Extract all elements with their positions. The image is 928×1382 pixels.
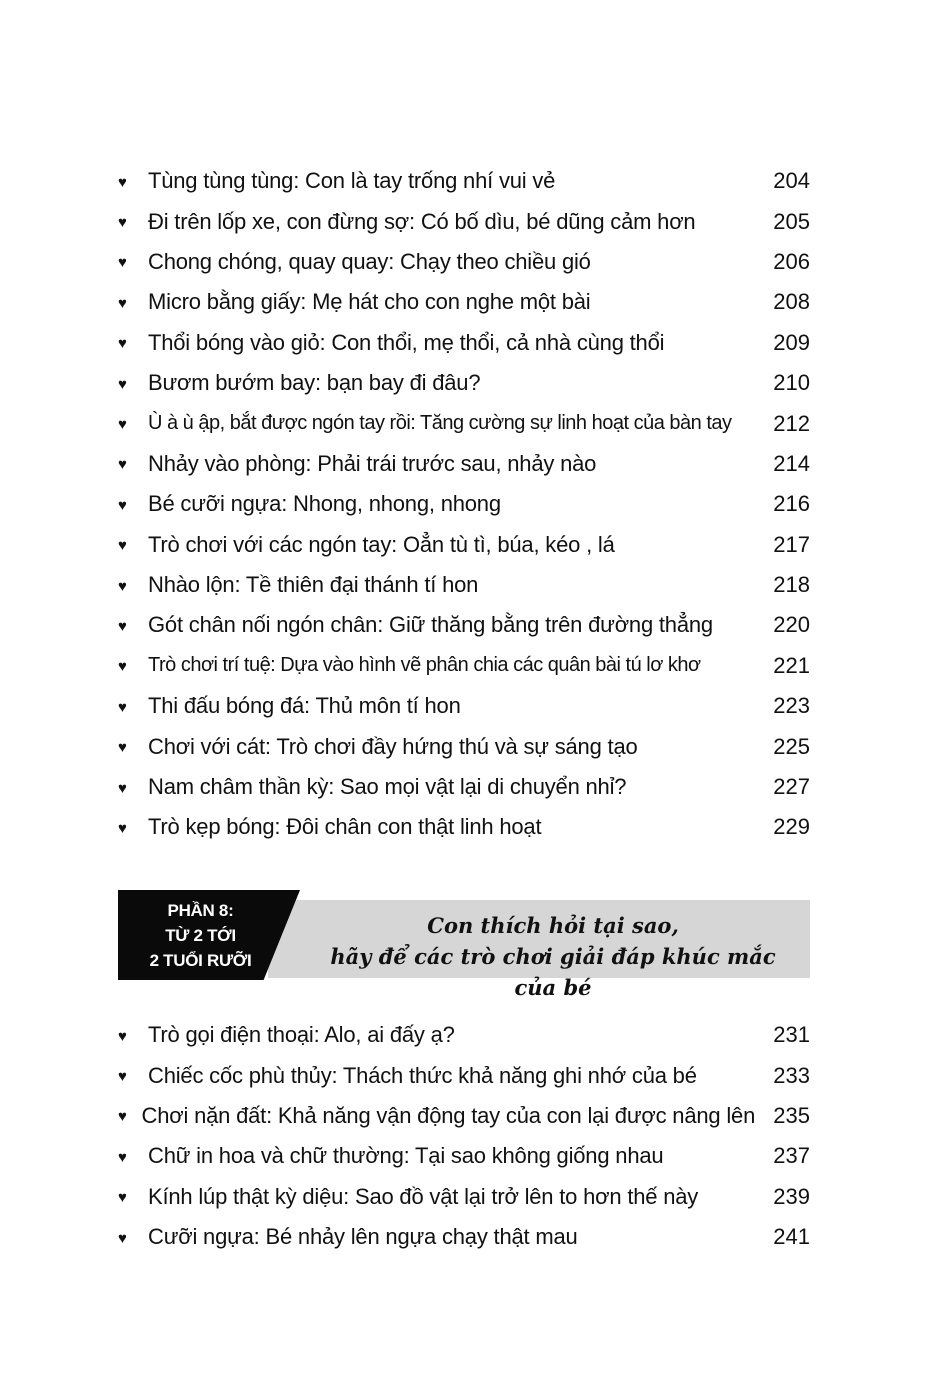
toc-entry-page-number: 221 [773, 652, 810, 678]
toc-entry-title: Trò chơi với các ngón tay: Oẳn tù tì, búa, kéo , lá [148, 531, 615, 557]
heart-bullet-icon: ♥ [118, 819, 127, 837]
toc-entry [118, 1055, 810, 1095]
toc-entry [118, 1096, 810, 1136]
toc-entry-page-number: 231 [773, 1022, 810, 1048]
toc-entry [118, 242, 810, 282]
toc-entry-page-number: 241 [773, 1224, 810, 1250]
section-label-line: TỪ 2 TỚI [165, 926, 236, 945]
toc-entry-page-number: 214 [773, 450, 810, 476]
toc-entry-title: Chiếc cốc phù thủy: Thách thức khả năng ghi nhớ của bé [148, 1062, 697, 1088]
toc-entry [118, 686, 810, 726]
toc-entry [118, 363, 810, 403]
toc-entry-title: Thi đấu bóng đá: Thủ môn tí hon [148, 693, 461, 719]
toc-entry-page-number: 212 [773, 410, 810, 436]
toc-entry-page-number: 205 [773, 208, 810, 234]
toc-entry-page-number: 218 [773, 572, 810, 598]
toc-entry-page-number: 209 [773, 329, 810, 355]
toc-entry-page-number: 229 [773, 814, 810, 840]
toc-entry-title: Nhào lộn: Tề thiên đại thánh tí hon [148, 572, 479, 598]
toc-entry-title: Chơi với cát: Trò chơi đầy hứng thú và sự sáng tạo [148, 733, 638, 759]
heart-bullet-icon: ♥ [118, 1108, 127, 1126]
heart-bullet-icon: ♥ [118, 375, 127, 393]
toc-entry [118, 1015, 810, 1055]
toc-entry-title: Trò gọi điện thoại: Alo, ai đấy ạ? [148, 1022, 455, 1048]
heart-bullet-icon: ♥ [118, 173, 127, 191]
heart-bullet-icon: ♥ [118, 335, 127, 353]
toc-entry [118, 1177, 810, 1217]
toc-entry-page-number: 239 [773, 1183, 810, 1209]
toc-entry [118, 726, 810, 766]
heart-bullet-icon: ♥ [118, 1027, 127, 1045]
heart-bullet-icon: ♥ [118, 779, 127, 797]
heart-bullet-icon: ♥ [118, 698, 127, 716]
toc-entry [118, 605, 810, 645]
heart-bullet-icon: ♥ [118, 658, 127, 676]
toc-list-part-8 [118, 1015, 810, 1257]
toc-entry-title: Gót chân nối ngón chân: Giữ thăng bằng trên đường thẳng [148, 612, 713, 638]
toc-entry-title: Đi trên lốp xe, con đừng sợ: Có bố dìu, bé dũng cảm hơn [148, 208, 696, 234]
toc-entry [118, 525, 810, 565]
section-heading [308, 910, 798, 1003]
toc-entry-page-number: 220 [773, 612, 810, 638]
toc-entry [118, 646, 810, 686]
section-heading-line: hãy để các trò chơi giải đáp khúc mắc của bé [330, 944, 776, 1000]
heart-bullet-icon: ♥ [118, 1068, 127, 1086]
toc-entry [118, 282, 810, 322]
heart-bullet-icon: ♥ [118, 294, 127, 312]
toc-entry-page-number: 217 [773, 531, 810, 557]
heart-bullet-icon: ♥ [118, 254, 127, 272]
heart-bullet-icon: ♥ [118, 739, 127, 757]
toc-entry-title: Bé cưỡi ngựa: Nhong, nhong, nhong [148, 491, 501, 517]
toc-entry-title: Bươm bướm bay: bạn bay đi đâu? [148, 370, 481, 396]
toc-entry [118, 484, 810, 524]
heart-bullet-icon: ♥ [118, 456, 127, 474]
toc-entry-title: Chữ in hoa và chữ thường: Tại sao không giống nhau [148, 1143, 664, 1169]
toc-entry-page-number: 237 [773, 1143, 810, 1169]
toc-entry-page-number: 227 [773, 774, 810, 800]
toc-entry-page-number: 204 [773, 168, 810, 194]
heart-bullet-icon: ♥ [118, 214, 127, 232]
toc-entry [118, 201, 810, 241]
toc-entry [118, 323, 810, 363]
heart-bullet-icon: ♥ [118, 1148, 127, 1166]
heart-bullet-icon: ♥ [118, 537, 127, 555]
toc-entry-page-number: 206 [773, 248, 810, 274]
toc-entry [118, 403, 810, 443]
toc-entry-title: Nhảy vào phòng: Phải trái trước sau, nhảy nào [148, 450, 597, 476]
toc-entry-page-number: 210 [773, 370, 810, 396]
heart-bullet-icon: ♥ [118, 1189, 127, 1207]
toc-entry-page-number: 235 [773, 1102, 810, 1128]
heart-bullet-icon: ♥ [118, 577, 127, 595]
section-label-line: 2 TUỔI RƯỠI [149, 951, 252, 970]
toc-entry-page-number: 223 [773, 693, 810, 719]
heart-bullet-icon: ♥ [118, 617, 127, 635]
toc-entry-title: Cưỡi ngựa: Bé nhảy lên ngựa chạy thật mau [148, 1224, 578, 1250]
section-label-line: PHẦN 8: [167, 901, 234, 920]
heart-bullet-icon: ♥ [118, 1229, 127, 1247]
toc-entry [118, 1136, 810, 1176]
toc-entry [118, 565, 810, 605]
toc-entry-title: Thổi bóng vào giỏ: Con thổi, mẹ thổi, cả nhà cùng thổi [148, 329, 665, 355]
section-banner [118, 890, 810, 1000]
toc-entry-page-number: 208 [773, 289, 810, 315]
toc-entry-page-number: 216 [773, 491, 810, 517]
section-heading-line: Con thích hỏi tại sao, [427, 913, 679, 938]
toc-entry-title: Ù à ù ập, bắt được ngón tay rồi: Tăng cường sự linh hoạt của bàn tay [148, 412, 732, 435]
toc-entry [118, 161, 810, 201]
toc-entry-page-number: 225 [773, 733, 810, 759]
toc-entry-title: Trò chơi trí tuệ: Dựa vào hình vẽ phân chia các quân bài tú lơ khơ [148, 654, 701, 677]
toc-entry [118, 767, 810, 807]
toc-entry [118, 807, 810, 847]
toc-entry-title: Chơi nặn đất: Khả năng vận động tay của con lại được nâng lên [141, 1102, 756, 1128]
toc-entry-title: Nam châm thần kỳ: Sao mọi vật lại di chuyển nhỉ? [148, 774, 627, 800]
section-label [118, 898, 283, 973]
toc-entry-title: Chong chóng, quay quay: Chạy theo chiều gió [148, 248, 591, 274]
toc-entry [118, 444, 810, 484]
toc-entry-page-number: 233 [773, 1062, 810, 1088]
toc-entry-title: Micro bằng giấy: Mẹ hát cho con nghe một bài [148, 289, 591, 315]
heart-bullet-icon: ♥ [118, 496, 127, 514]
toc-entry [118, 1217, 810, 1257]
toc-entry-title: Tùng tùng tùng: Con là tay trống nhí vui vẻ [148, 168, 556, 194]
heart-bullet-icon: ♥ [118, 416, 127, 434]
toc-list-part-7 [118, 161, 810, 848]
toc-entry-title: Trò kẹp bóng: Đôi chân con thật linh hoạt [148, 814, 542, 840]
toc-entry-title: Kính lúp thật kỳ diệu: Sao đồ vật lại trở lên to hơn thế này [148, 1183, 699, 1209]
